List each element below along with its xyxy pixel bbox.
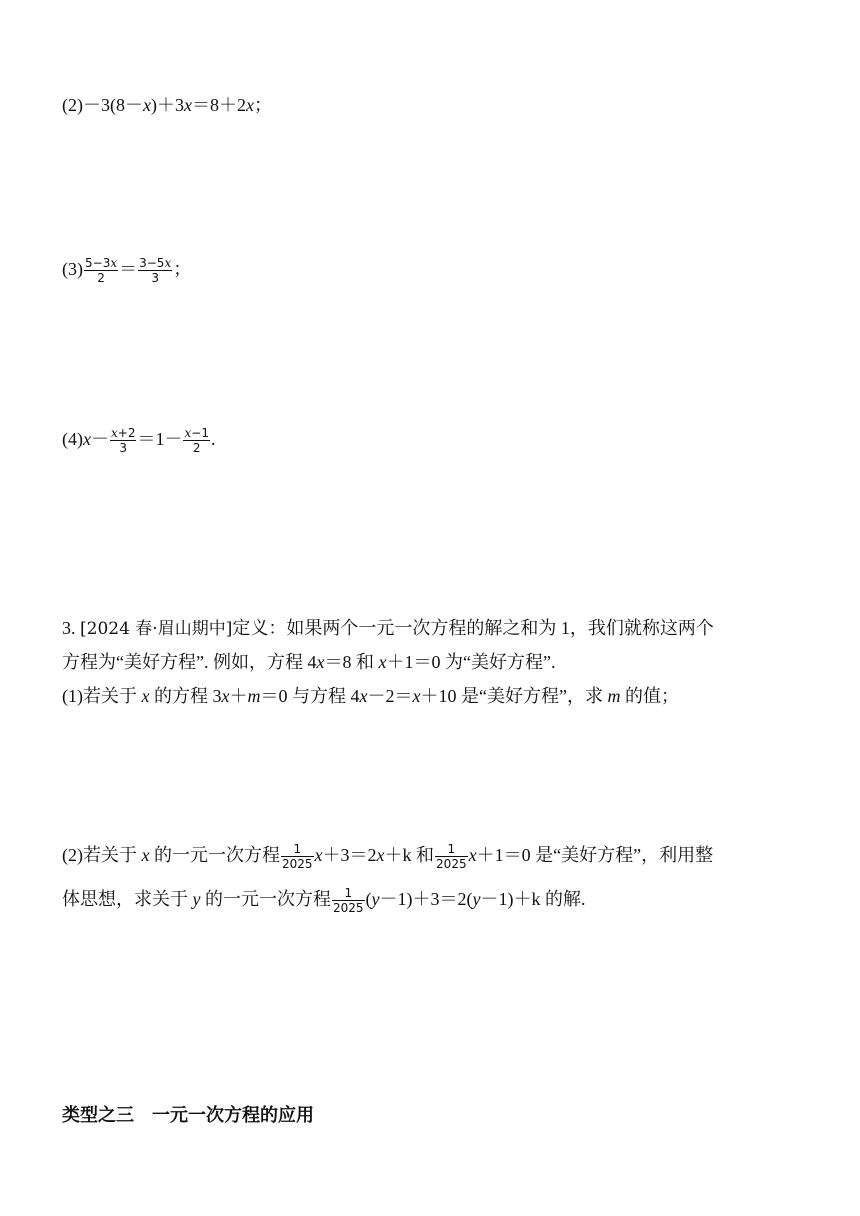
fraction: $\frac{1}{2025}$ [333,886,364,916]
problem-3-part-2-line-1: (2)若关于 x 的一元一次方程 $\frac{1}{2025}$ x＋3＝2x＋k 和 $\frac{1}{2025}$ x＋1＝0 是“美好方程”，利用整 [62,842,714,872]
problem-3-part-2-line-2: 体思想，求关于 y 的一元一次方程 $\frac{1}{2025}$ (y－1)＋3＝2(y－1)＋k 的解. [62,886,586,916]
part-label: (3) [62,259,83,279]
problem-number: 3. [62,618,76,638]
section-heading: 类型之三 一元一次方程的应用 [62,1105,314,1126]
fraction: $\frac{3-5x}{3}$ [139,256,172,286]
part-label: (4) [62,429,83,449]
fraction: $\frac{x-1}{2}$ [184,426,209,456]
problem-3-line-1: 3. [2024 春·眉山期中]定义：如果两个一元一次方程的解之和为 1，我们就称这两个 [62,618,714,639]
problem-3-line-2: 方程为“美好方程”. 例如，方程 4x＝8 和 x＋1＝0 为“美好方程”. [62,652,556,672]
fraction: $\frac{1}{2025}$ [282,842,313,872]
fraction: $\frac{5-3x}{2}$ [85,256,118,286]
fraction: $\frac{1}{2025}$ [436,842,467,872]
problem-source: [2024 春·眉山期中] [80,619,233,639]
problem-3-part-1: (1)若关于 x 的方程 3x＋m＝0 与方程 4x－2＝x＋10 是“美好方程”，求 m 的值； [62,686,679,706]
equation-2-4: (4)x－ $\frac{x+2}{3}$ ＝1－ $\frac{x-1}{2}$ . [62,426,216,456]
equation-2-3: (3) $\frac{5-3x}{2}$ ＝ $\frac{3-5x}{3}$ ； [62,256,192,286]
equation-2-2: (2)－3(8－x)＋3x＝8＋2x； [62,95,272,115]
part-label: (2) [62,95,83,115]
fraction: $\frac{x+2}{3}$ [111,426,136,456]
